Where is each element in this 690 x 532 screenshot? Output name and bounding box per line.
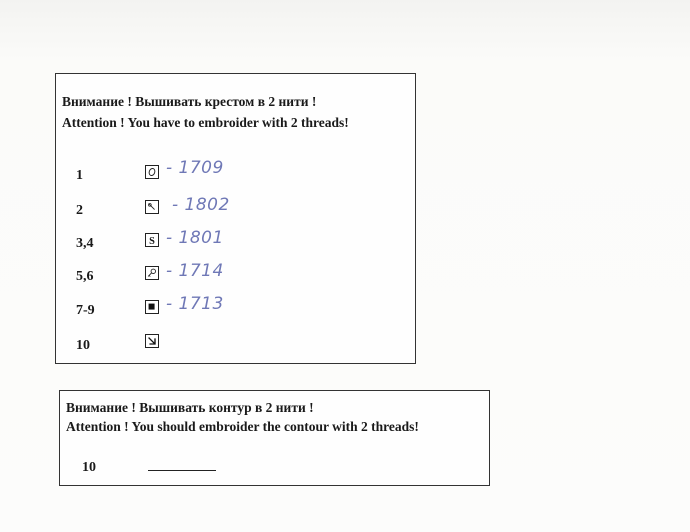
thread-code-1: - 1709 xyxy=(166,158,224,178)
contour-title-ru: Внимание ! Вышивать контур в 2 нити ! xyxy=(66,400,314,415)
circle-zero-icon xyxy=(145,165,159,179)
svg-text:S: S xyxy=(149,235,155,246)
row-label-5-6: 5,6 xyxy=(76,269,94,284)
row-label-7-9: 7-9 xyxy=(76,303,95,318)
cross-stitch-title-ru: Внимание ! Вышивать крестом в 2 нити ! xyxy=(62,94,317,109)
contour-title-en: Attention ! You should embroider the contour with 2 threads! xyxy=(66,419,419,434)
row-label-3-4: 3,4 xyxy=(76,236,94,251)
thread-code-3-4: - 1801 xyxy=(166,228,224,248)
contour-row-label-10: 10 xyxy=(82,460,96,475)
arrow-down-right-icon xyxy=(145,334,159,348)
diagonal-stitch-icon xyxy=(145,200,159,214)
row-label-2: 2 xyxy=(76,203,83,218)
letter-s-icon xyxy=(145,233,159,247)
filled-square-icon xyxy=(145,300,159,314)
contour-line-sample xyxy=(148,470,216,471)
thread-code-5-6: - 1714 xyxy=(166,261,224,281)
thread-code-7-9: - 1713 xyxy=(166,294,224,314)
row-label-10: 10 xyxy=(76,338,90,353)
cross-stitch-title-en: Attention ! You have to embroider with 2 threads! xyxy=(62,115,349,130)
row-label-1: 1 xyxy=(76,168,83,183)
key-icon xyxy=(145,266,159,280)
thread-code-2: - 1802 xyxy=(172,195,230,215)
